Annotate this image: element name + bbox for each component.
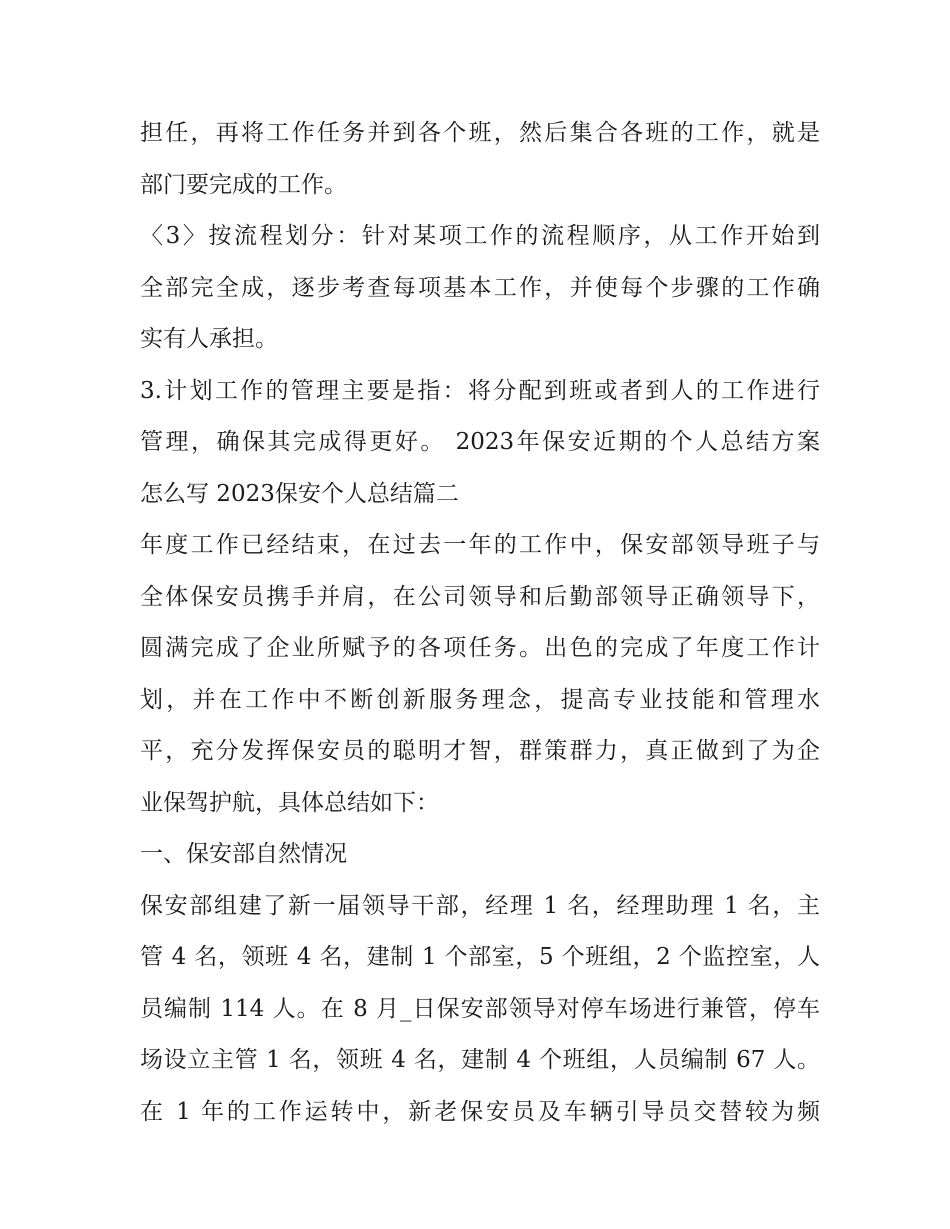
text-line: 部门要完成的工作。 <box>140 171 347 198</box>
text-line: 怎么写 2023保安个人总结篇二 <box>140 480 459 507</box>
text-line: 年度工作已经结束，在过去一年的工作中，保安部领导班子与 <box>140 532 820 558</box>
text-line: 〈3〉按流程划分：针对某项工作的流程顺序，从工作开始到 <box>140 223 820 249</box>
text-line: 划，并在工作中不断创新服务理念，提高专业技能和管理水 <box>140 686 820 713</box>
text-line: 担任，再将工作任务并到各个班，然后集合各班的工作，就是 <box>140 120 820 146</box>
text-line: 在 1 年的工作运转中，新老保安员及车辆引导员交替较为频 <box>140 1098 820 1125</box>
text-line: 全体保安员携手并肩，在公司领导和后勤部领导正确领导下， <box>140 583 820 610</box>
text-line: 场设立主管 1 名，领班 4 名，建制 4 个班组，人员编制 67 人。 <box>140 1047 820 1073</box>
text-line: 管 4 名，领班 4 名，建制 1 个部室，5 个班组，2 个监控室，人 <box>140 944 820 970</box>
text-line: 实有人承担。 <box>140 326 278 352</box>
text-line: 管理，确保其完成得更好。 2023年保安近期的个人总结方案 <box>140 429 820 455</box>
document-body <box>140 108 820 1138</box>
text-line: 圆满完成了企业所赋予的各项任务。出色的完成了年度工作计 <box>140 635 820 661</box>
text-line: 员编制 114 人。在 8 月_日保安部领导对停车场进行兼管，停车 <box>140 995 820 1022</box>
text-line: 保安部组建了新一届领导干部，经理 1 名，经理助理 1 名，主 <box>140 892 820 919</box>
text-line: 全部完全成，逐步考查每项基本工作，并使每个步骤的工作确 <box>140 274 820 301</box>
text-line: 平，充分发挥保安员的聪明才智，群策群力，真正做到了为企 <box>140 738 820 764</box>
text-line: 3.计划工作的管理主要是指：将分配到班或者到人的工作进行 <box>140 377 820 404</box>
text-line: 业保驾护航，具体总结如下： <box>140 789 439 816</box>
section-heading: 一、保安部自然情况 <box>140 841 347 867</box>
